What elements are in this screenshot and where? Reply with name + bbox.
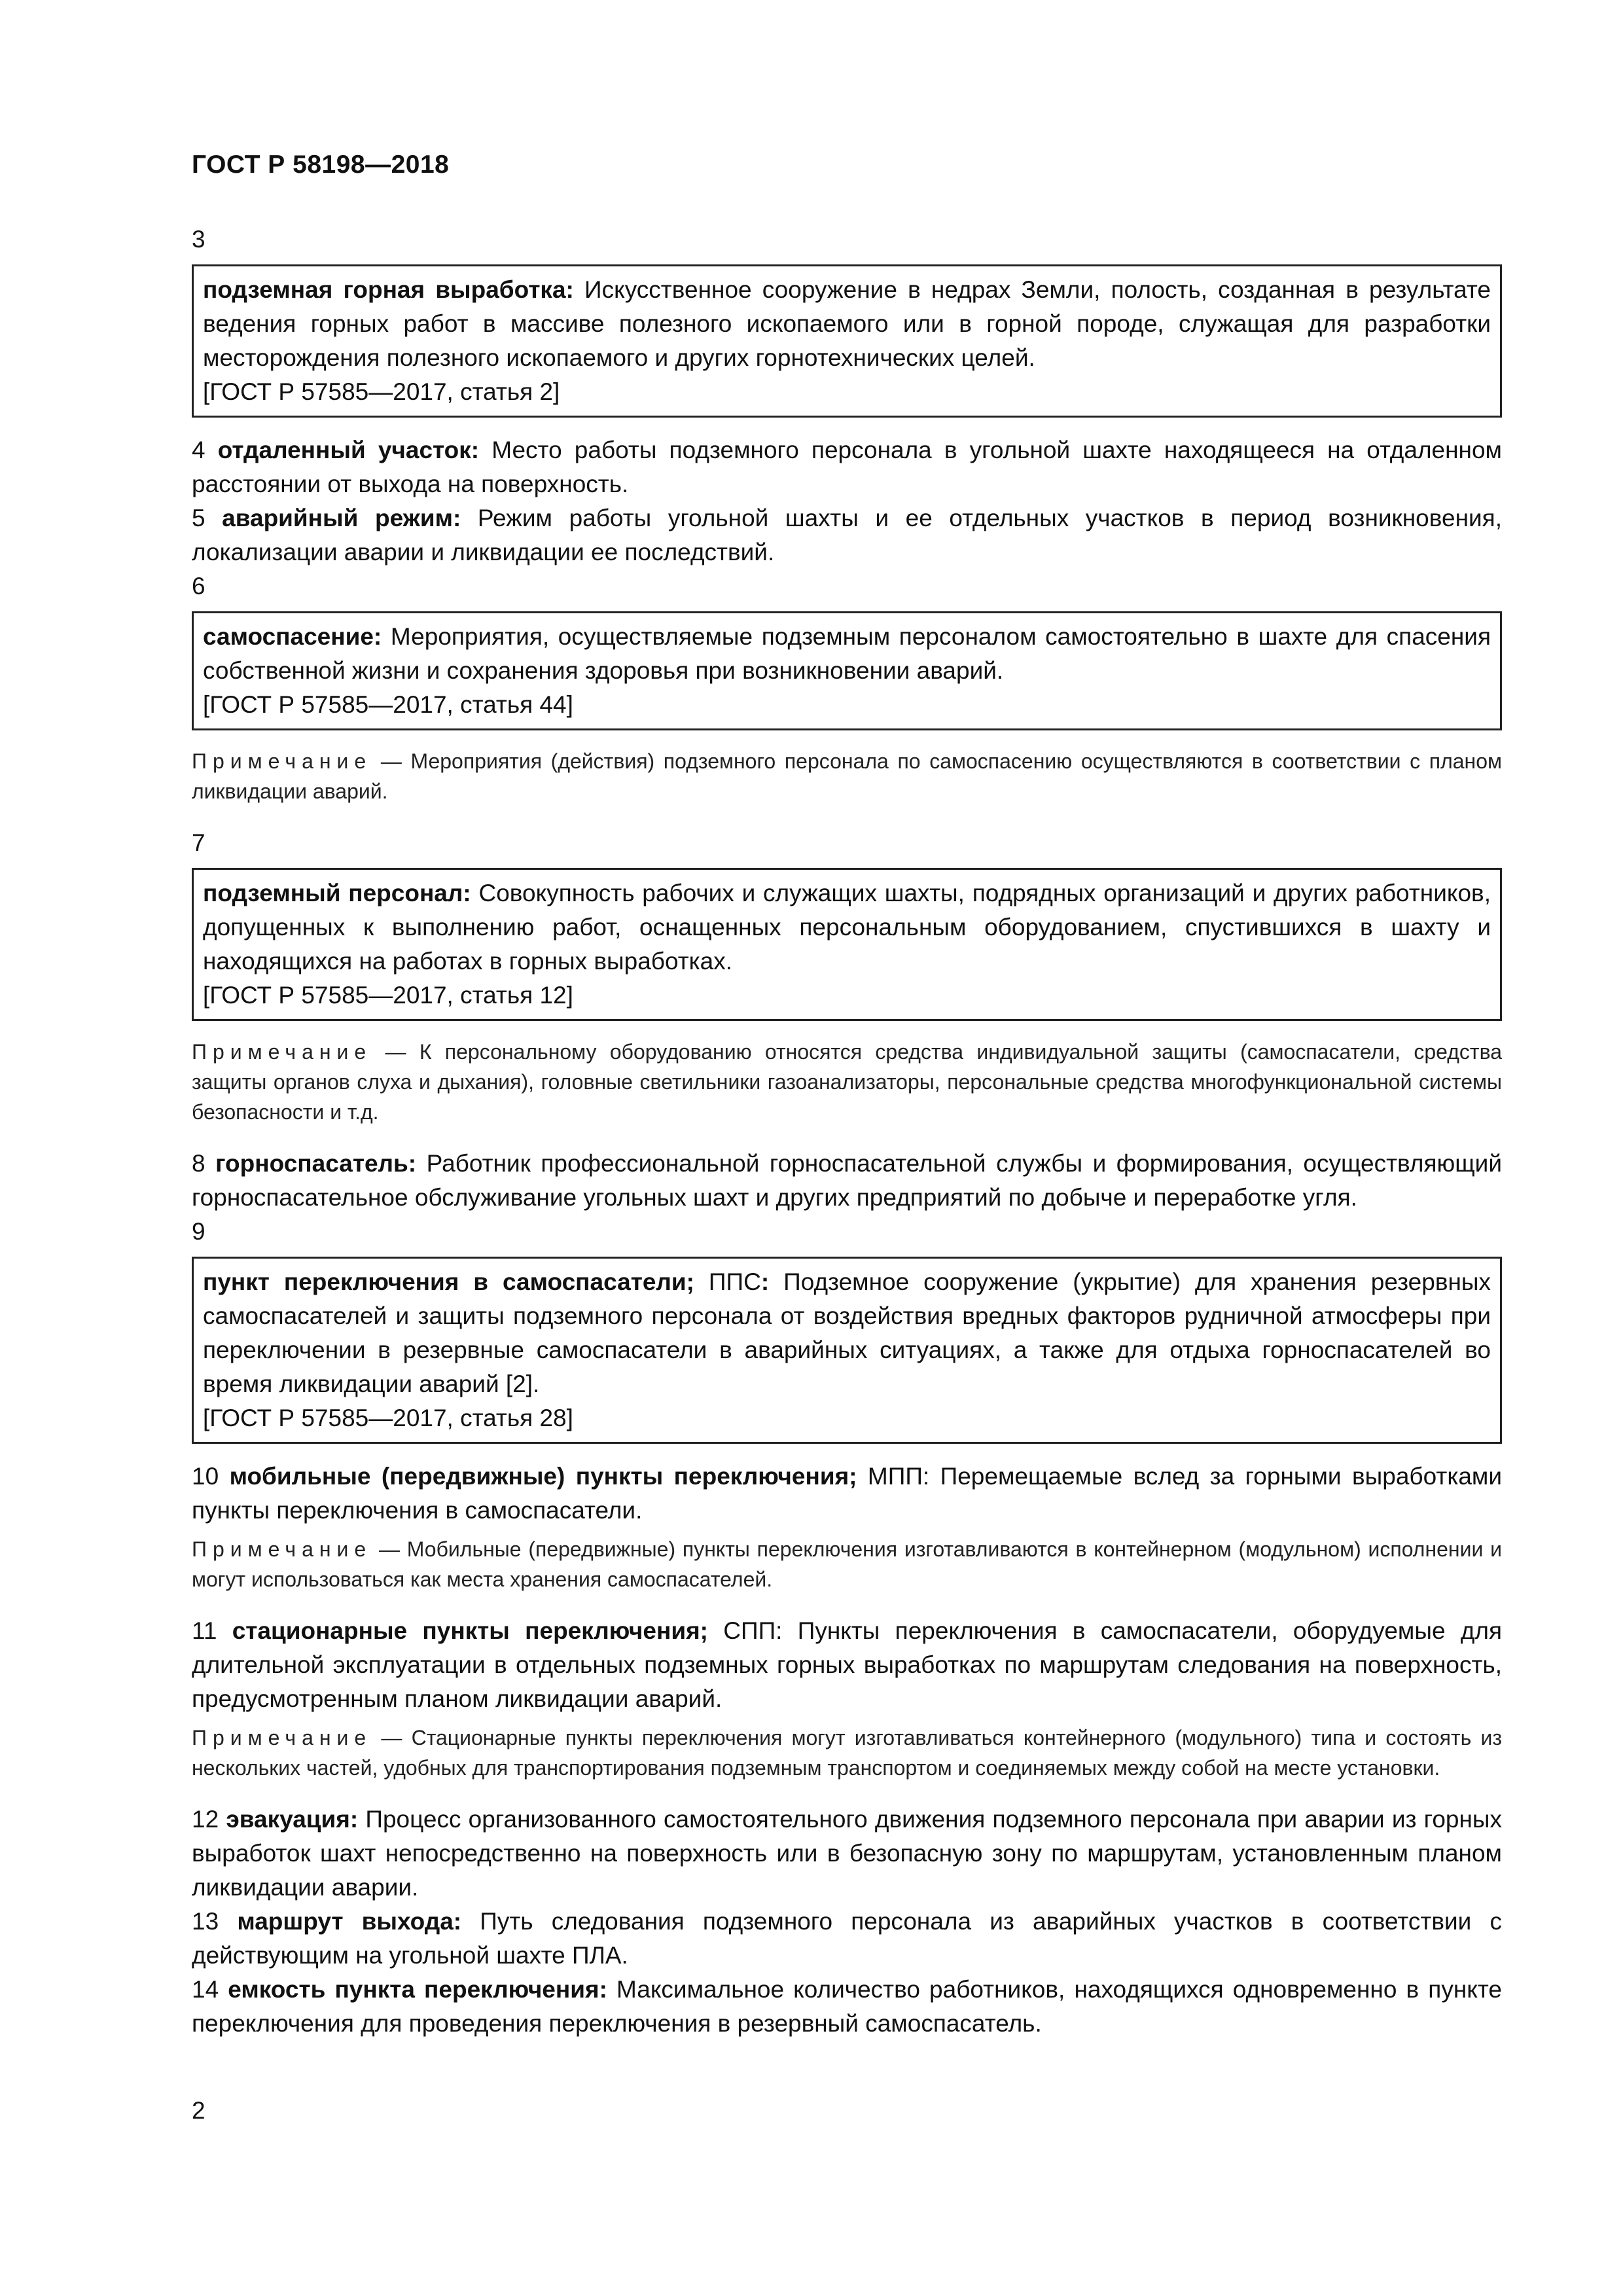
page-number: 2 — [192, 2097, 205, 2124]
note-label: Примечание — [192, 1726, 372, 1749]
note-text: — Мобильные (передвижные) пункты переключения изготавливаются в контейнерном (модульном) исполнении и могут использоваться как места хранения самоспасателей. — [192, 1537, 1502, 1591]
note-label: Примечание — [192, 1040, 372, 1064]
term-source: [ГОСТ Р 57585—2017, статья 28] — [203, 1405, 573, 1431]
term-box — [192, 264, 1502, 418]
term-name: самоспасение: — [203, 623, 382, 650]
term-text: Совокупность рабочих и служащих шахты, подрядных организаций и других работников, допущенных к выполнению работ, оснащенных персональным оборудованием, спустившихся в шахту и находящихся на работах в горных выработках. — [203, 880, 1491, 975]
term-number: 8 — [192, 1150, 205, 1177]
note-text: — Мероприятия (действия) подземного персонала по самоспасению осуществляются в соответствии с планом ликвидации аварий. — [192, 749, 1502, 803]
term-text: МПП: Перемещаемые вслед за горными выработками пункты переключения в самоспасатели. — [192, 1463, 1502, 1524]
term-name: мобильные (передвижные) пункты переключения; — [229, 1463, 857, 1490]
terms-list — [192, 223, 1502, 2041]
term-name: пункт переключения в самоспасатели; — [203, 1268, 694, 1295]
term-number: 11 — [192, 1617, 217, 1644]
term-box — [192, 611, 1502, 730]
term-text: Процесс организованного самостоятельного движения подземного персонала при аварии из горных выработок шахт непосредственно на поверхность или в безопасную зону по маршрутам, установленным планом ликвидации аварии. — [192, 1806, 1503, 1901]
note — [192, 1037, 1502, 1127]
term-name: подземная горная выработка: — [203, 276, 574, 303]
term-text: Максимальное количество работников, находящихся одновременно в пункте переключения для проведения переключения в резервный самоспасатель. — [192, 1976, 1502, 2037]
term-number: 7 — [192, 829, 205, 856]
term-source: [ГОСТ Р 57585—2017, статья 44] — [203, 691, 573, 718]
term-name: отдаленный участок: — [217, 437, 480, 463]
term-number: 12 — [192, 1806, 219, 1833]
term-number: 5 — [192, 505, 205, 531]
term-number: 10 — [192, 1463, 219, 1490]
term-definition — [203, 620, 1491, 688]
term-name: маршрут выхода: — [237, 1908, 462, 1935]
term-definition — [192, 501, 1502, 569]
term-definition — [192, 1803, 1502, 1905]
note-text: — К персональному оборудованию относятся средства индивидуальной защиты (самоспасатели, средства защиты органов слуха и дыхания), головные светильники газоанализаторы, персональные средства многофункциональной системы безопасности и т.д. — [192, 1040, 1502, 1124]
term-number: 6 — [192, 573, 205, 600]
term-definition — [192, 1973, 1502, 2041]
term-definition — [192, 1460, 1502, 1528]
term-definition — [203, 1265, 1491, 1401]
term-text: Режим работы угольной шахты и ее отдельных участков в период возникновения, локализации аварии и ликвидации ее последствий. — [192, 505, 1502, 565]
note — [192, 1534, 1502, 1594]
term-definition — [203, 273, 1491, 375]
term-colon: : — [760, 1268, 770, 1295]
term-definition — [192, 1614, 1502, 1716]
note — [192, 1723, 1502, 1783]
term-name: емкость пункта переключения: — [228, 1976, 607, 2003]
term-text: СПП: Пункты переключения в самоспасатели, оборудуемые для длительной эксплуатации в отдельных подземных горных выработках по маршрутам следования на поверхность, предусмотренным планом ликвидации аварий. — [192, 1617, 1503, 1712]
term-source: [ГОСТ Р 57585—2017, статья 12] — [203, 982, 573, 1009]
term-name: эвакуация: — [226, 1806, 359, 1833]
term-text: Мероприятия, осуществляемые подземным персоналом самостоятельно в шахте для спасения собственной жизни и сохранения здоровья при возникновении аварий. — [203, 623, 1491, 684]
term-definition — [192, 433, 1502, 501]
document-header: ГОСТ Р 58198—2018 — [192, 151, 450, 179]
term-text: Работник профессиональной горноспасательной службы и формирования, осуществляющий горноспасательное обслуживание угольных шахт и других предприятий по добыче и переработке угля. — [192, 1150, 1503, 1211]
term-text: Место работы подземного персонала в угольной шахте находящееся на отдаленном расстоянии от выхода на поверхность. — [192, 437, 1502, 497]
term-source: [ГОСТ Р 57585—2017, статья 2] — [203, 378, 560, 405]
term-name: аварийный режим: — [222, 505, 461, 531]
term-number: 3 — [192, 226, 205, 253]
term-number: 14 — [192, 1976, 219, 2003]
term-abbrev: ППС — [694, 1268, 761, 1295]
term-definition — [192, 1147, 1502, 1215]
term-name: горноспасатель: — [215, 1150, 417, 1177]
term-name: стационарные пункты переключения; — [232, 1617, 708, 1644]
term-box — [192, 868, 1502, 1021]
term-number: 13 — [192, 1908, 219, 1935]
term-definition — [192, 1905, 1502, 1973]
term-text: Путь следования подземного персонала из аварийных участков в соответствии с действующим на угольной шахте ПЛА. — [192, 1908, 1502, 1969]
note — [192, 746, 1502, 806]
term-box — [192, 1257, 1502, 1444]
term-text: Искусственное сооружение в недрах Земли, полость, созданная в результате ведения горных работ в массиве полезного ископаемого или в горной породе, служащая для разработки месторождения полезного ископаемого и других горнотехнических целей. — [203, 276, 1491, 371]
term-definition — [203, 876, 1491, 978]
term-text: Подземное сооружение (укрытие) для хранения резервных самоспасателей и защиты подземного персонала от воздействия вредных факторов рудничной атмосферы при переключении в резервные самоспасатели в аварийных ситуациях, а также для отдыха горноспасателей во время ликвидации аварий [2]. — [203, 1268, 1491, 1397]
note-label: Примечание — [192, 1537, 372, 1561]
term-number: 9 — [192, 1218, 205, 1245]
note-text: — Стационарные пункты переключения могут изготавливаться контейнерного (модульного) типа и состоять из нескольких частей, удобных для транспортирования подземным транспортом и соединяемых между собой на месте установки. — [192, 1726, 1502, 1780]
term-name: подземный персонал: — [203, 880, 471, 906]
note-label: Примечание — [192, 749, 372, 773]
term-number: 4 — [192, 437, 205, 463]
